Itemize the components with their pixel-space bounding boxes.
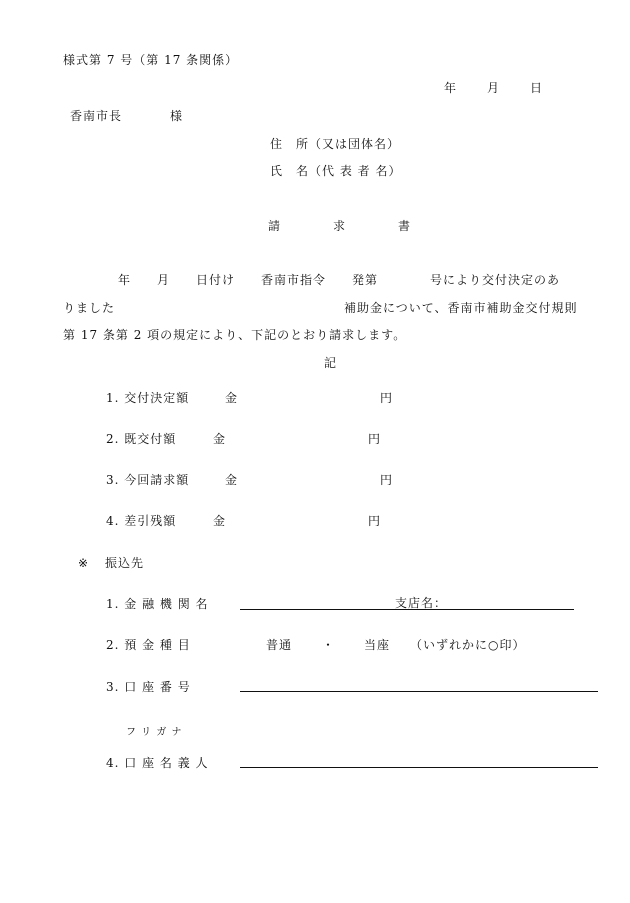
amount-label: 3. 今回請求額 xyxy=(106,473,190,487)
deposit-note: （いずれかに○印） xyxy=(410,638,526,652)
amount-prefix: 金 xyxy=(225,391,239,405)
body-line-2-left: りました xyxy=(63,301,116,315)
deposit-separator: ・ xyxy=(322,638,336,652)
amount-unit: 円 xyxy=(380,473,394,487)
body-line-2-right: 補助金について、香南市補助金交付規則 xyxy=(344,301,578,315)
deposit-current[interactable]: 当座 xyxy=(364,638,391,652)
date-year-label: 年 xyxy=(444,81,458,95)
amount-unit: 円 xyxy=(368,432,382,446)
deposit-ordinary[interactable]: 普通 xyxy=(266,638,293,652)
transfer-heading: 振込先 xyxy=(105,556,145,570)
body-line-1: 年 月 日付け 香南市指令 発第 号により交付決定のあ xyxy=(118,273,561,287)
account-number-line[interactable] xyxy=(240,691,598,692)
addressee-honorific: 様 xyxy=(170,109,184,123)
amount-label: 4. 差引残額 xyxy=(106,514,177,528)
note-mark: ※ xyxy=(78,556,90,570)
branch-name-label: 支店名： xyxy=(395,596,448,610)
furigana-label: フ リ ガ ナ xyxy=(126,727,183,738)
amount-prefix: 金 xyxy=(225,473,239,487)
amount-prefix: 金 xyxy=(213,514,227,528)
account-holder-label: 4. 口 座 名 義 人 xyxy=(106,756,209,770)
date-month-label: 月 xyxy=(487,81,501,95)
amount-prefix: 金 xyxy=(213,432,227,446)
amount-unit: 円 xyxy=(380,391,394,405)
amount-label: 1. 交付決定額 xyxy=(106,391,190,405)
applicant-name-label: 氏 名（代 表 者 名） xyxy=(270,164,402,178)
ki-label: 記 xyxy=(324,356,338,370)
account-number-label: 3. 口 座 番 号 xyxy=(106,680,191,694)
bank-name-label: 1. 金 融 機 関 名 xyxy=(106,597,209,611)
deposit-type-label: 2. 預 金 種 目 xyxy=(106,638,191,652)
applicant-address-label: 住 所（又は団体名） xyxy=(270,137,401,151)
account-holder-line[interactable] xyxy=(240,767,598,768)
form-number: 様式第 7 号（第 17 条関係） xyxy=(63,53,239,67)
amount-label: 2. 既交付額 xyxy=(106,432,177,446)
document-title: 請 求 書 xyxy=(268,219,412,233)
amount-unit: 円 xyxy=(368,514,382,528)
body-line-3: 第 17 条第 2 項の規定により、下記のとおり請求します。 xyxy=(63,328,407,342)
date-day-label: 日 xyxy=(530,81,544,95)
addressee-name: 香南市長 xyxy=(70,109,123,123)
